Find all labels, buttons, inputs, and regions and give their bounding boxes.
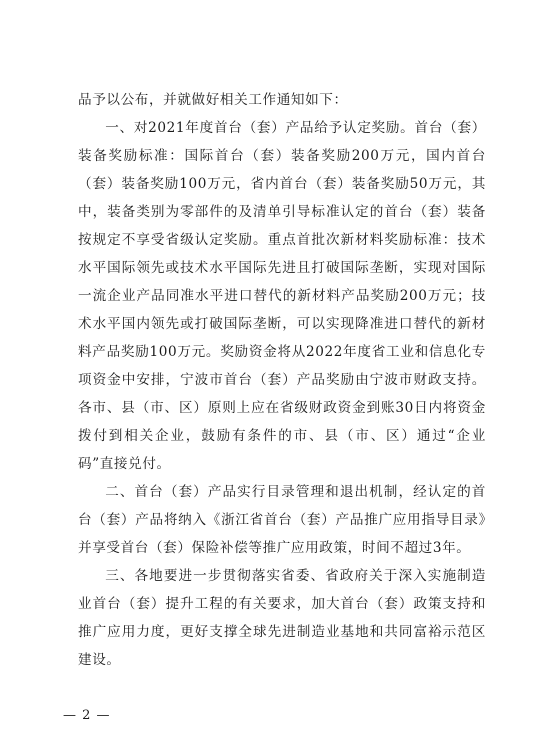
paragraph-intro-continuation: 品予以公布，并就做好相关工作通知如下：: [78, 92, 348, 108]
document-body: [78, 86, 486, 674]
paragraph-item-one: 一、对2021年度首台（套）产品给予认定奖励。首台（套）装备奖励标准：国际首台（套）装备奖励200万元，国内首台（套）装备奖励100万元，省内首台（套）装备奖励50万元，其中，装备类别为零部件的及清单引导标准认定的首台（套）装备按规定不享受省级认定奖励。重点首批次新材料奖励标准：技术水平国际领先或技术水平国际先进且打破国际垄断，实现对国际一流企业产品同准水平进口替代的新材料产品奖励200万元；技术水平国内领先或打破国际垄断，可以实现降准进口替代的新材料产品奖励100万元。奖励资金将从2022年度省工业和信息化专项资金中安排，宁波市首台（套）产品奖励由宁波市财政支持。各市、县（市、区）原则上应在省级财政资金到账30日内将资金拨付到相关企业，鼓励有条件的市、县（市、区）通过“企业码”直接兑付。: [78, 120, 486, 472]
page-number: — 2 —: [63, 708, 111, 723]
paragraph-item-two: 二、首台（套）产品实行目录管理和退出机制，经认定的首台（套）产品将纳入《浙江省首台（套）产品推广应用指导目录》并享受首台（套）保险补偿等推广应用政策，时间不超过3年。: [78, 484, 486, 556]
paragraph-item-three: 三、各地要进一步贯彻落实省委、省政府关于深入实施制造业首台（套）提升工程的有关要求，加大首台（套）政策支持和推广应用力度，更好支撑全球先进制造业基地和共同富裕示范区建设。: [78, 568, 486, 668]
